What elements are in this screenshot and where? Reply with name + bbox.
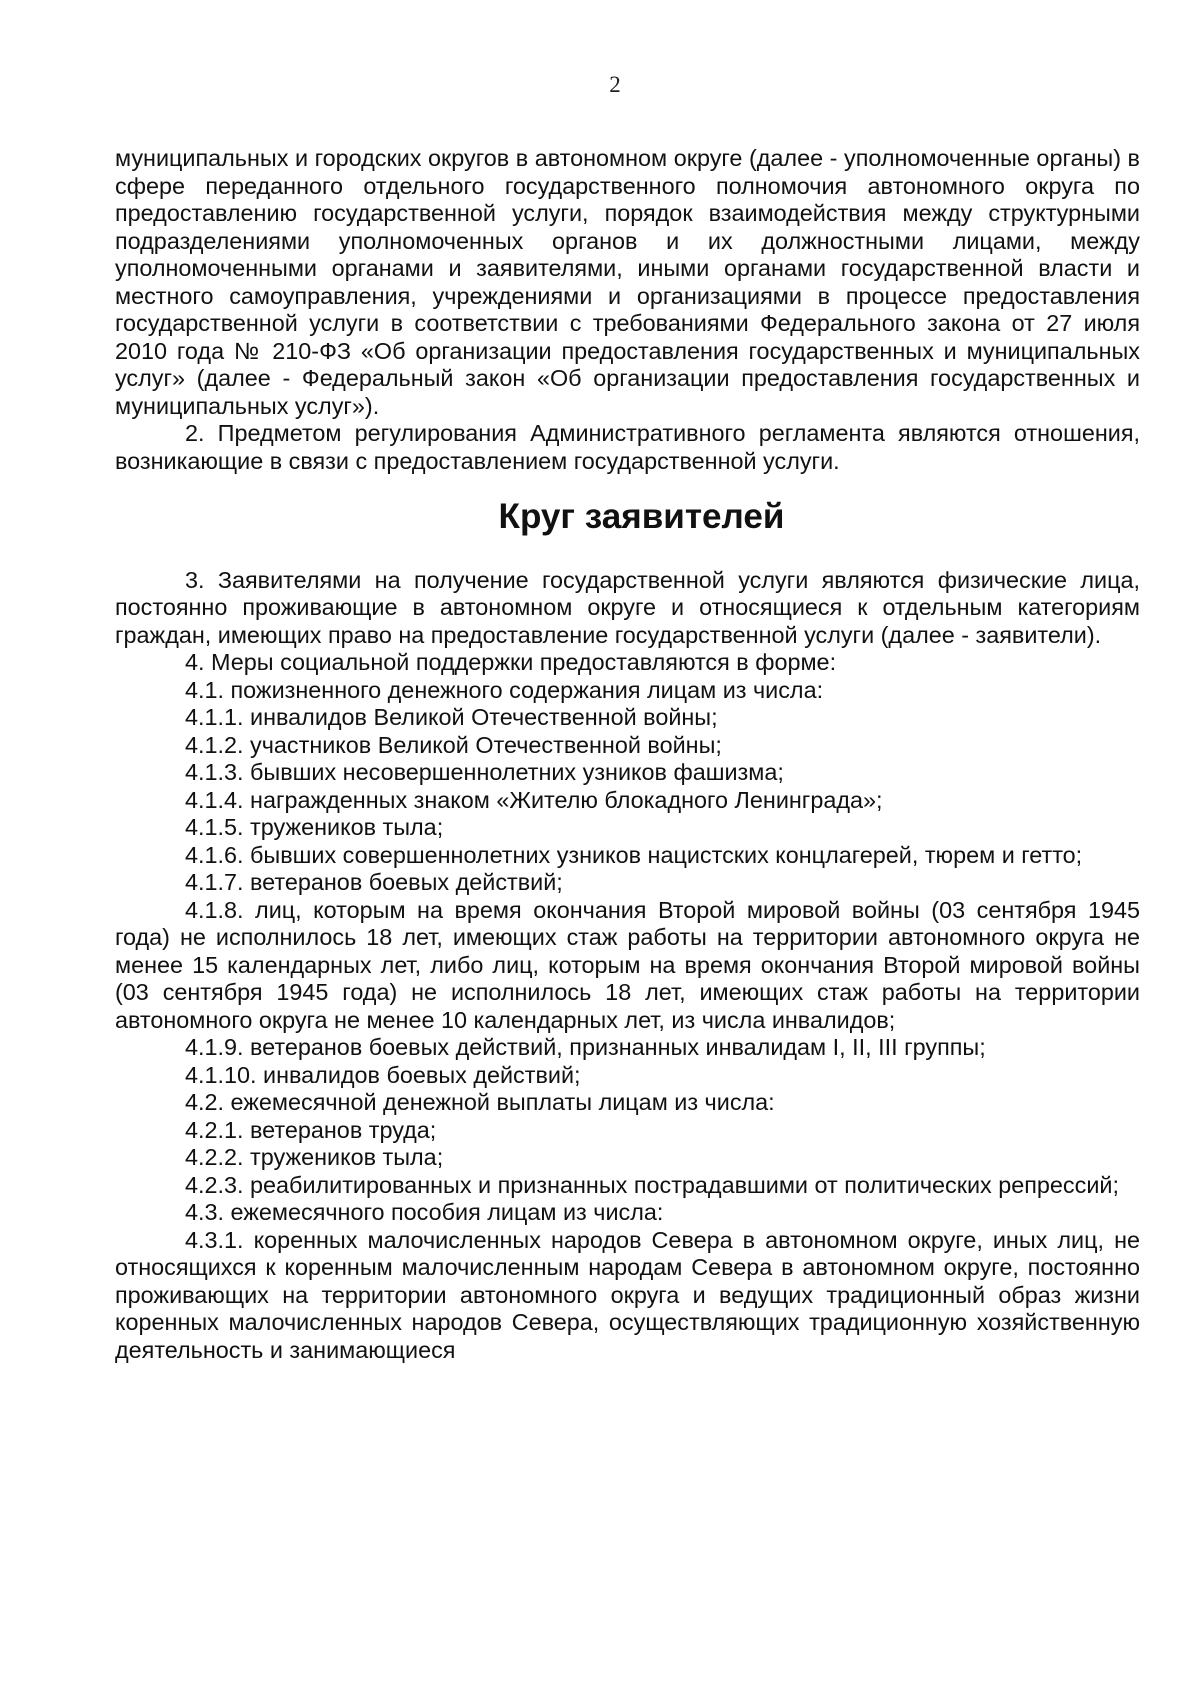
paragraph-4-2-1: 4.2.1. ветеранов труда; bbox=[185, 1116, 437, 1143]
paragraph-4-3-1: 4.3.1. коренных малочисленных народов Севера в автономном округе, иных лиц, не относящихся к коренным малочисленным народам Севера в автономном округе, постоянно проживающих на территории автономного округа и ведущих традиционный образ жизни коренных малочисленных народов Севера, осуществляющих традиционную хозяйственную деятельность и занимающиеся bbox=[115, 1226, 1140, 1363]
document-body bbox=[115, 145, 1140, 1364]
paragraph-intro-continuation: муниципальных и городских округов в автономном округе (далее - уполномоченные органы) в сфере переданного отдельного государственного полномочия автономного округа по предоставлению государственной услуги, порядок взаимодействия между структурными подразделениями уполномоченных органов и их должностными лицами, между уполномоченными органами и заявителями, иными органами государственной власти и местного самоуправления, учреждениями и организациями в процессе предоставления государственной услуги в соответствии с требованиями Федерального закона от 27 июля 2010 года № 210-ФЗ «Об организации предоставления государственных и муниципальных услуг» (далее - Федеральный закон «Об организации предоставления государственных и муниципальных услуг»). bbox=[115, 145, 1140, 419]
paragraph-3: 3. Заявителями на получение государственной услуги являются физические лица, постоянно проживающие в автономном округе и относящиеся к отдельным категориям граждан, имеющих право на предоставление государственной услуги (далее - заявители). bbox=[115, 566, 1140, 648]
paragraph-4-1-10: 4.1.10. инвалидов боевых действий; bbox=[185, 1061, 581, 1088]
paragraph-4: 4. Меры социальной поддержки предоставляются в форме: bbox=[185, 649, 837, 675]
paragraph-2: 2. Предметом регулирования Административного регламента являются отношения, возникающие в связи с предоставлением государственной услуги. bbox=[115, 420, 1140, 474]
paragraph-4-1-2: 4.1.2. участников Великой Отечественной войны; bbox=[185, 731, 722, 758]
section-heading: Круг заявителей bbox=[498, 497, 785, 536]
paragraph-4-1-6: 4.1.6. бывших совершеннолетних узников нацистских концлагерей, тюрем и гетто; bbox=[185, 841, 1083, 868]
paragraph-4-2: 4.2. ежемесячной денежной выплаты лицам из числа: bbox=[185, 1089, 775, 1115]
paragraph-4-1-9: 4.1.9. ветеранов боевых действий, признанных инвалидам I, II, III группы; bbox=[185, 1034, 986, 1060]
paragraph-4-1-1: 4.1.1. инвалидов Великой Отечественной войны; bbox=[185, 704, 718, 730]
paragraph-4-1-4: 4.1.4. награжденных знаком «Жителю блокадного Ленинграда»; bbox=[185, 786, 883, 813]
paragraph-4-3: 4.3. ежемесячного пособия лицам из числа: bbox=[185, 1199, 664, 1225]
paragraph-4-1-3: 4.1.3. бывших несовершеннолетних узников фашизма; bbox=[185, 759, 784, 785]
paragraph-4-1-7: 4.1.7. ветеранов боевых действий; bbox=[185, 869, 563, 895]
paragraph-4-1-8: 4.1.8. лиц, которым на время окончания Второй мировой войны (03 сентября 1945 года) не исполнилось 18 лет, имеющих стаж работы на территории автономного округа не менее 15 календарных лет, либо лиц, которым на время окончания Второй мировой войны (03 сентября 1945 года) не исполнилось 18 лет, имеющих стаж работы на территории автономного округа не менее 10 календарных лет, из числа инвалидов; bbox=[115, 896, 1140, 1033]
paragraph-4-1-5: 4.1.5. тружеников тыла; bbox=[185, 814, 444, 840]
paragraph-4-2-3: 4.2.3. реабилитированных и признанных пострадавшими от политических репрессий; bbox=[185, 1171, 1119, 1198]
page-number: 2 bbox=[609, 72, 621, 97]
paragraph-4-2-2: 4.2.2. тружеников тыла; bbox=[185, 1144, 444, 1170]
paragraph-4-1: 4.1. пожизненного денежного содержания лицам из числа: bbox=[185, 676, 824, 703]
